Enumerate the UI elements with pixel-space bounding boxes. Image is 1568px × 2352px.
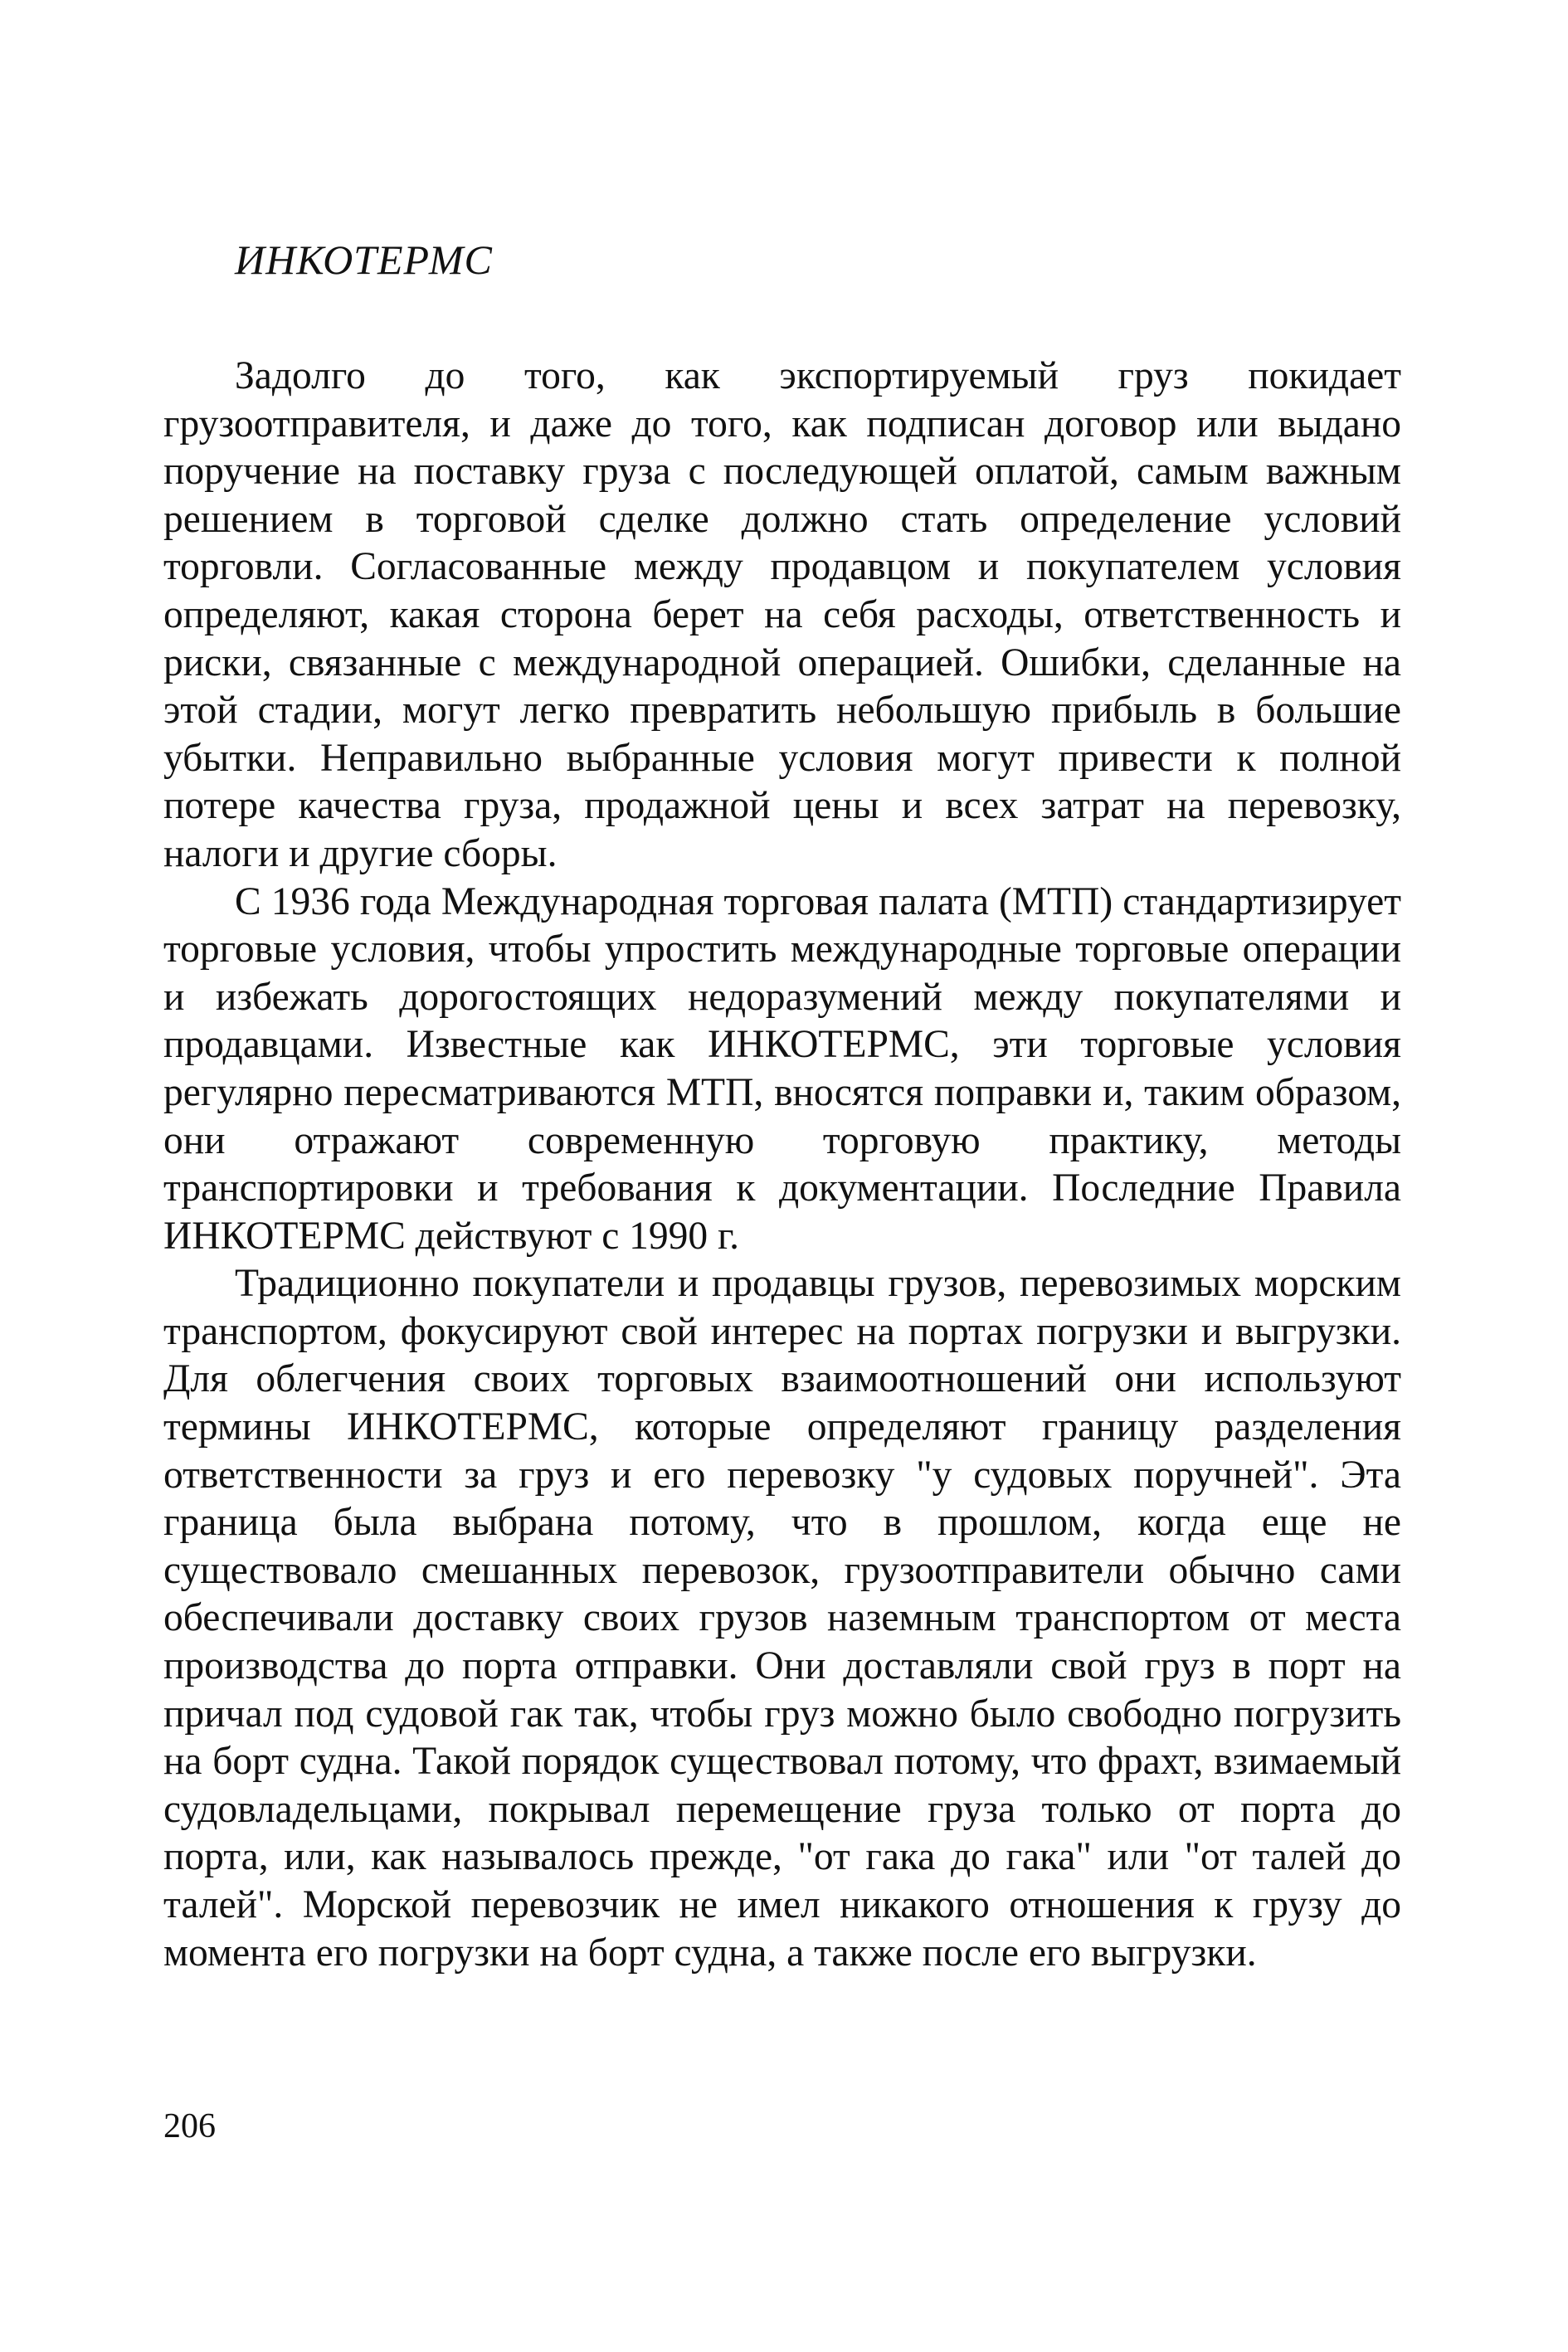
- body-text: [163, 353, 1401, 1977]
- section-heading: ИНКОТЕРМС: [235, 236, 493, 283]
- paragraph-3: Традиционно покупатели и продавцы грузов, перевозимых морским транспортом, фокусируют свой интерес на портах погрузки и выгрузки. Для облегчения своих торговых взаимоотношений они используют термины ИНКОТЕРМС, которые определяют границу разделения ответственности за груз и его перевозку "у судовых поручней". Эта граница была выбрана потому, что в прошлом, когда еще не существовало смешанных перевозок, грузоотправители обычно сами обеспечивали доставку своих грузов наземным транспортом от места производства до порта отправки. Они доставляли свой груз в порт на причал под судовой гак так, чтобы груз можно было свободно погрузить на борт судна. Такой порядок существовал потому, что фрахт, взимаемый судовладельцами, покрывал перемещение груза только от порта до порта, или, как называлось прежде, "от гака до гака" или "от талей до талей". Морской перевозчик не имел никакого отношения к грузу до момента его погрузки на борт судна, а также после его выгрузки.: [163, 1262, 1401, 1975]
- page-number: 206: [163, 2107, 216, 2145]
- paragraph-2: С 1936 года Международная торговая палата (МТП) стандартизирует торговые условия, чтобы упростить международные торговые операции и избежать дорогостоящих недоразумений между покупателями и продавцами. Известные как ИНКОТЕРМС, эти торговые условия регулярно пересматриваются МТП, вносятся поправки и, таким образом, они отражают современную торговую практику, методы транспортировки и требования к документации. Последние Правила ИНКОТЕРМС действуют с 1990 г.: [163, 879, 1401, 1258]
- paragraph-1: Задолго до того, как экспортируемый груз покидает грузоотправителя, и даже до того, как подписан договор или выдано поручение на поставку груза с последующей оплатой, самым важным решением в торговой сделке должно стать определение условий торговли. Согласованные между продавцом и покупателем условия определяют, какая сторона берет на себя расходы, ответственность и риски, связанные с международной операцией. Ошибки, сделанные на этой стадии, могут легко превратить небольшую прибыль в большие убытки. Неправильно выбранные условия могут привести к полной потере качества груза, продажной цены и всех затрат на перевозку, налоги и другие сборы.: [163, 354, 1401, 875]
